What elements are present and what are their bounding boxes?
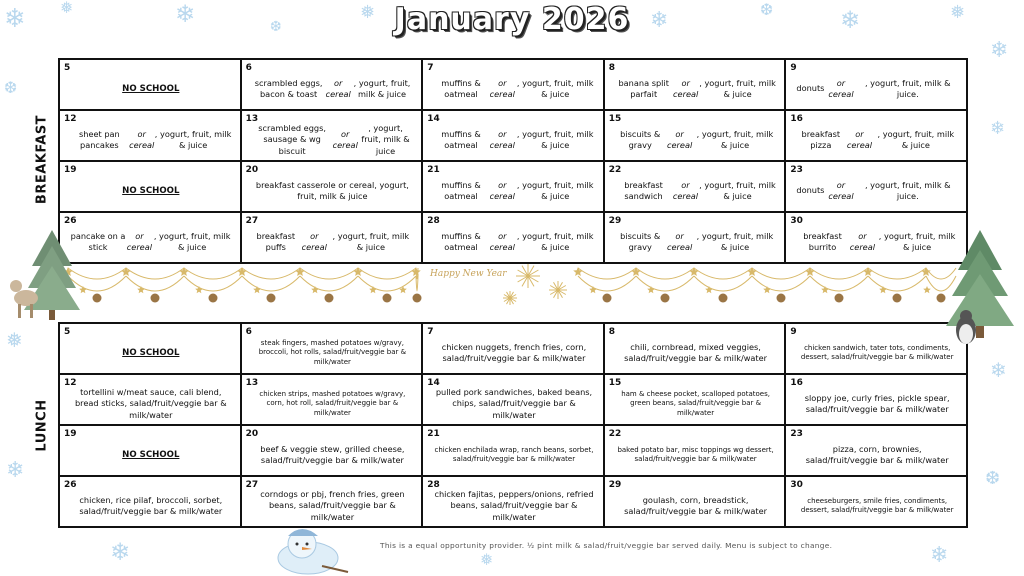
breakfast-calendar bbox=[58, 58, 968, 264]
day-number: 14 bbox=[427, 378, 440, 388]
day-number: 23 bbox=[790, 429, 803, 439]
penguin-tree-icon bbox=[936, 226, 1022, 352]
snowflake-icon: ❅ bbox=[480, 550, 494, 569]
menu-text: corndogs or pbj, french fries, green beans, salad/fruit/veggie bar & milk/water bbox=[260, 488, 405, 522]
breakfast-day-cell bbox=[242, 60, 424, 111]
snowflake-icon: ❄ bbox=[840, 6, 861, 34]
snowflake-icon: ❄ bbox=[650, 8, 669, 33]
breakfast-day-cell bbox=[60, 213, 242, 264]
day-number: 30 bbox=[790, 480, 803, 490]
day-number: 16 bbox=[790, 378, 803, 388]
new-year-garland-banner bbox=[58, 262, 966, 322]
breakfast-day-cell bbox=[786, 111, 968, 162]
day-number: 29 bbox=[608, 216, 622, 226]
snowflake-icon: ❄ bbox=[990, 358, 1007, 382]
breakfast-day-cell bbox=[423, 60, 605, 111]
snowflake-icon: ❄ bbox=[6, 458, 25, 483]
lunch-day-cell bbox=[60, 477, 242, 528]
menu-text: goulash, corn, breadstick, salad/fruit/veggie bar & milk/water bbox=[624, 494, 768, 516]
snowflake-icon: ❆ bbox=[270, 19, 282, 35]
lunch-day-cell bbox=[786, 477, 968, 528]
breakfast-label: BREAKFAST bbox=[34, 114, 50, 205]
no-school-label: NO SCHOOL bbox=[122, 449, 180, 460]
day-number: 13 bbox=[245, 114, 259, 124]
menu-text: banana split parfait or cereal , yogurt, fruit, milk & juice bbox=[618, 77, 776, 99]
menu-text: donuts or cereal , yogurt, fruit, milk & juice. bbox=[796, 179, 951, 201]
breakfast-day-cell bbox=[60, 60, 242, 111]
day-number: 28 bbox=[427, 480, 440, 490]
menu-text: chicken nuggets, french fries, corn, salad/fruit/veggie bar & milk/water bbox=[441, 341, 587, 363]
lunch-label: LUNCH bbox=[34, 399, 50, 452]
menu-text: scrambled eggs, sausage & wg biscuit or cereal , yogurt, fruit, milk & juice bbox=[258, 122, 410, 156]
menu-text: cheeseburgers, smile fries, condiments, dessert, salad/fruit/veggie bar & milk/water bbox=[800, 496, 954, 514]
fireworks-icon bbox=[503, 264, 567, 305]
menu-text: muffins & oatmeal or cereal , yogurt, fruit, milk & juice bbox=[441, 179, 594, 201]
lunch-day-cell bbox=[60, 426, 242, 477]
day-number: 19 bbox=[64, 165, 77, 175]
day-number: 7 bbox=[427, 63, 434, 73]
day-number: 5 bbox=[64, 63, 71, 73]
menu-text: pizza, corn, brownies, salad/fruit/veggie bar & milk/water bbox=[805, 443, 949, 465]
breakfast-day-cell bbox=[423, 213, 605, 264]
breakfast-day-cell bbox=[242, 162, 424, 213]
day-number: 19 bbox=[64, 429, 77, 439]
breakfast-day-cell bbox=[242, 111, 424, 162]
snowflake-icon: ❄ bbox=[4, 4, 26, 34]
day-number: 15 bbox=[608, 378, 622, 388]
day-number: 8 bbox=[608, 63, 616, 73]
lunch-day-cell bbox=[60, 324, 242, 375]
lunch-day-cell bbox=[242, 426, 424, 477]
breakfast-day-cell bbox=[605, 111, 787, 162]
lunch-day-cell bbox=[605, 324, 787, 375]
day-number: 20 bbox=[245, 165, 259, 175]
lunch-day-cell bbox=[242, 375, 424, 426]
menu-text: muffins & oatmeal or cereal , yogurt, fruit, milk & juice bbox=[441, 77, 594, 99]
snowflake-icon: ❆ bbox=[760, 0, 774, 19]
lunch-day-cell bbox=[786, 426, 968, 477]
lunch-day-cell bbox=[605, 426, 787, 477]
lunch-day-cell bbox=[423, 426, 605, 477]
menu-text: biscuits & gravy or cereal , yogurt, fruit, milk & juice bbox=[620, 128, 774, 150]
menu-text: scrambled eggs, bacon & toast or cereal , yogurt, fruit, milk & juice bbox=[254, 77, 411, 99]
breakfast-day-cell bbox=[242, 213, 424, 264]
lunch-day-cell bbox=[242, 477, 424, 528]
menu-text: breakfast burrito or cereal , yogurt, fruit, milk & juice bbox=[803, 230, 956, 252]
breakfast-day-cell bbox=[423, 162, 605, 213]
snowflake-icon: ❅ bbox=[6, 328, 23, 352]
breakfast-day-cell bbox=[786, 162, 968, 213]
day-number: 6 bbox=[245, 327, 252, 337]
day-number: 22 bbox=[608, 165, 622, 175]
day-number: 12 bbox=[64, 378, 77, 388]
snowflake-icon: ❆ bbox=[985, 468, 1001, 489]
menu-text: breakfast sandwich or cereal , yogurt, fruit, milk & juice bbox=[624, 179, 776, 201]
menu-text: chicken strips, mashed potatoes w/gravy, corn, hot roll, salad/fruit/veggie bar & milk/water bbox=[259, 389, 406, 417]
day-number: 21 bbox=[427, 165, 440, 175]
lunch-day-cell bbox=[786, 375, 968, 426]
lunch-day-cell bbox=[423, 324, 605, 375]
menu-text: steak fingers, mashed potatoes w/gravy, broccoli, hot rolls, salad/fruit/veggie bar & milk/water bbox=[258, 338, 407, 366]
happy-new-year-text: Happy New Year bbox=[430, 269, 507, 279]
menu-text: chicken enchilada wrap, ranch beans, sorbet, salad/fruit/veggie bar & milk/water bbox=[434, 445, 594, 463]
lunch-day-cell bbox=[60, 375, 242, 426]
day-number: 23 bbox=[790, 165, 803, 175]
menu-text: beef & veggie stew, grilled cheese, salad/fruit/veggie bar & milk/water bbox=[260, 443, 405, 465]
day-number: 27 bbox=[245, 216, 259, 226]
breakfast-day-cell bbox=[60, 162, 242, 213]
snowflake-icon: ❄ bbox=[175, 0, 196, 28]
menu-text: breakfast casserole or cereal, yogurt, fruit, milk & juice bbox=[255, 179, 409, 201]
snowflake-icon: ❅ bbox=[60, 0, 74, 17]
day-number: 27 bbox=[245, 480, 259, 490]
footer-note: This is a equal opportunity provider. ½ pint milk & salad/fruit/veggie bar served daily. Menu is subject to change. bbox=[380, 541, 833, 550]
breakfast-day-cell bbox=[605, 162, 787, 213]
menu-text: biscuits & gravy or cereal , yogurt, fruit, milk & juice bbox=[620, 230, 774, 252]
breakfast-day-cell bbox=[60, 111, 242, 162]
breakfast-day-cell bbox=[605, 60, 787, 111]
menu-text: donuts or cereal , yogurt, fruit, milk & juice. bbox=[796, 77, 951, 99]
no-school-label: NO SCHOOL bbox=[122, 83, 180, 94]
day-number: 6 bbox=[245, 63, 252, 73]
menu-text: chicken fajitas, peppers/onions, refried beans, salad/fruit/veggie bar & milk/water bbox=[434, 488, 594, 522]
day-number: 16 bbox=[790, 114, 803, 124]
snowflake-icon: ❄ bbox=[990, 118, 1006, 139]
snowflake-icon: ❅ bbox=[950, 2, 966, 23]
menu-text: tortellini w/meat sauce, cali blend, bread sticks, salad/fruit/veggie bar & milk/water bbox=[74, 386, 227, 420]
day-number: 7 bbox=[427, 327, 434, 337]
lunch-day-cell bbox=[423, 375, 605, 426]
menu-text: breakfast puffs or cereal , yogurt, fruit, milk & juice bbox=[256, 230, 410, 252]
day-number: 13 bbox=[245, 378, 259, 388]
day-number: 14 bbox=[427, 114, 440, 124]
day-number: 22 bbox=[608, 429, 622, 439]
reindeer-tree-icon bbox=[2, 226, 82, 322]
lunch-day-cell bbox=[605, 375, 787, 426]
menu-text: sloppy joe, curly fries, pickle spear, salad/fruit/veggie bar & milk/water bbox=[804, 392, 950, 414]
day-number: 9 bbox=[790, 327, 797, 337]
page-title: January 2026 bbox=[394, 2, 630, 37]
day-number: 9 bbox=[790, 63, 797, 73]
lunch-day-cell bbox=[423, 477, 605, 528]
day-number: 12 bbox=[64, 114, 77, 124]
menu-text: chili, cornbread, mixed veggies, salad/fruit/veggie bar & milk/water bbox=[624, 341, 768, 363]
menu-text: baked potato bar, misc toppings wg dessert, salad/fruit/veggie bar & milk/water bbox=[617, 445, 774, 463]
day-number: 20 bbox=[245, 429, 259, 439]
snowflake-icon: ❄ bbox=[110, 538, 131, 566]
day-number: 29 bbox=[608, 480, 622, 490]
day-number: 21 bbox=[427, 429, 440, 439]
menu-text: breakfast pizza or cereal , yogurt, fruit, milk & juice bbox=[801, 128, 955, 150]
menu-text: muffins & oatmeal or cereal , yogurt, fruit, milk & juice bbox=[441, 230, 594, 252]
breakfast-day-cell bbox=[786, 60, 968, 111]
menu-text: pancake on a stick or cereal , yogurt, fruit, milk & juice bbox=[70, 230, 231, 252]
day-number: 26 bbox=[64, 480, 77, 490]
snowflake-icon: ❄ bbox=[990, 38, 1009, 63]
no-school-label: NO SCHOOL bbox=[122, 185, 180, 196]
day-number: 26 bbox=[64, 216, 77, 226]
lunch-day-cell bbox=[242, 324, 424, 375]
lunch-day-cell bbox=[605, 477, 787, 528]
day-number: 28 bbox=[427, 216, 440, 226]
day-number: 8 bbox=[608, 327, 616, 337]
menu-text: chicken sandwich, tater tots, condiments, dessert, salad/fruit/veggie bar & milk/water bbox=[800, 343, 954, 361]
no-school-label: NO SCHOOL bbox=[122, 347, 180, 358]
menu-text: pulled pork sandwiches, baked beans, chips, salad/fruit/veggie bar & milk/water bbox=[435, 386, 593, 420]
lunch-calendar bbox=[58, 322, 968, 528]
breakfast-day-cell bbox=[423, 111, 605, 162]
snowflake-icon: ❄ bbox=[930, 543, 949, 568]
day-number: 5 bbox=[64, 327, 71, 337]
snowflake-icon: ❅ bbox=[360, 2, 376, 23]
day-number: 30 bbox=[790, 216, 803, 226]
snowflake-icon: ❆ bbox=[4, 78, 18, 97]
breakfast-day-cell bbox=[605, 213, 787, 264]
day-number: 15 bbox=[608, 114, 622, 124]
menu-text: sheet pan pancakes or cereal , yogurt, fruit, milk & juice bbox=[78, 128, 232, 150]
snowman-icon bbox=[262, 526, 352, 576]
menu-text: muffins & oatmeal or cereal , yogurt, fruit, milk & juice bbox=[441, 128, 594, 150]
menu-text: chicken, rice pilaf, broccoli, sorbet, salad/fruit/veggie bar & milk/water bbox=[79, 494, 223, 516]
menu-text: ham & cheese pocket, scalloped potatoes, green beans, salad/fruit/veggie bar & milk/water bbox=[621, 389, 770, 417]
